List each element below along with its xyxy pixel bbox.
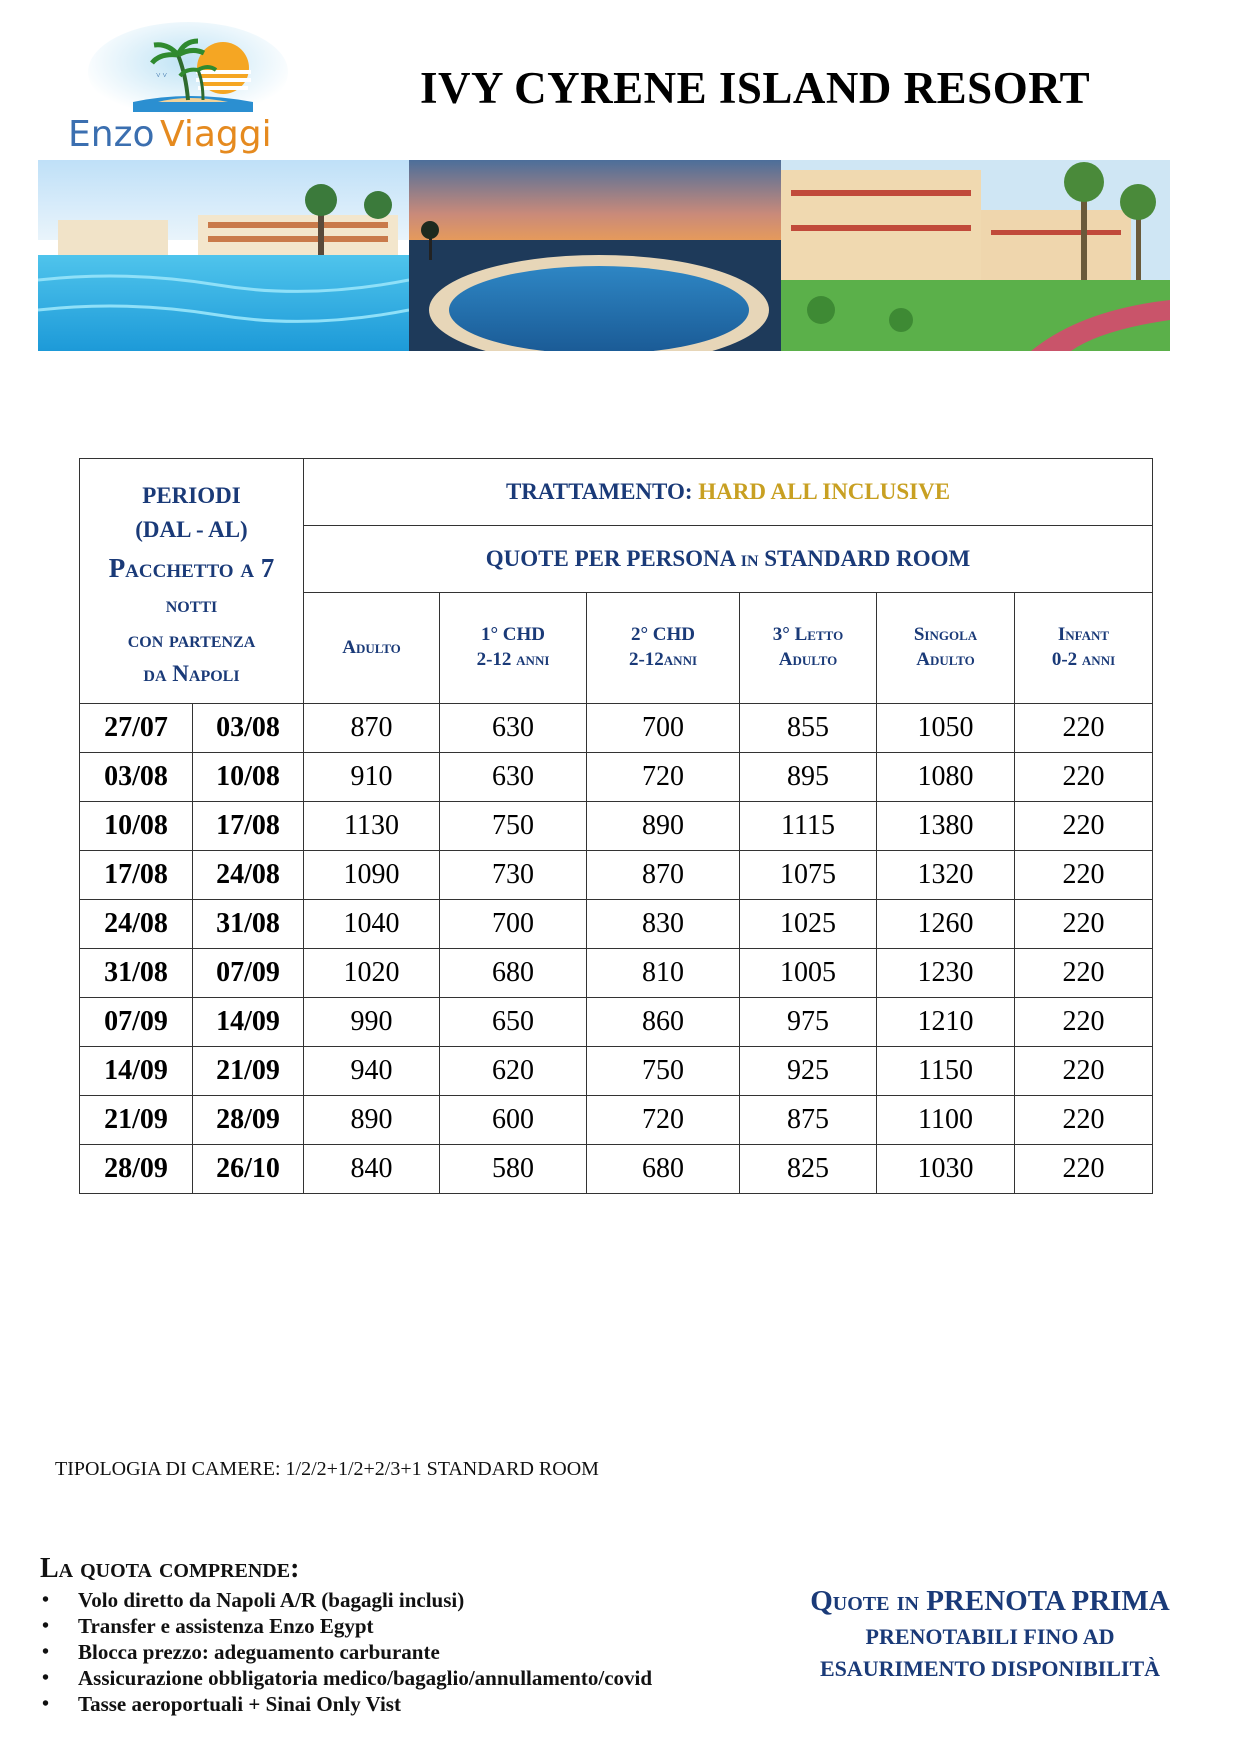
table-row xyxy=(80,949,1153,998)
price-cell: 1080 xyxy=(877,753,1015,802)
included-item: • Tasse aeroportuali + Sinai Only Vist xyxy=(78,1691,652,1717)
price-cell: 220 xyxy=(1015,998,1153,1047)
room-types-note: TIPOLOGIA DI CAMERE: 1/2/2+1/2+2/3+1 STANDARD ROOM xyxy=(55,1458,599,1480)
price-cell: 990 xyxy=(304,998,440,1047)
page-title: IVY CYRENE ISLAND RESORT xyxy=(420,63,1091,113)
price-cell: 810 xyxy=(587,949,740,998)
early-booking-line1: Quote in PRENOTA PRIMA xyxy=(810,1585,1170,1617)
quote-header: QUOTE PER PERSONA in STANDARD ROOM xyxy=(304,526,1153,593)
price-cell: 720 xyxy=(587,1096,740,1145)
price-cell: 220 xyxy=(1015,900,1153,949)
column-header xyxy=(587,593,740,704)
price-cell: 910 xyxy=(304,753,440,802)
period-from-cell: 03/08 xyxy=(80,753,193,802)
period-header-line3: Pacchetto a 7 xyxy=(108,552,275,583)
included-item: • Assicurazione obbligatoria medico/bagaglio/annullamento/covid xyxy=(78,1665,652,1691)
column-header-line1: 3° Letto xyxy=(772,624,844,646)
logo-graphic xyxy=(38,20,333,155)
period-to-cell: 17/08 xyxy=(193,802,304,851)
price-cell: 1020 xyxy=(304,949,440,998)
column-header-line1: 1° CHD xyxy=(480,624,546,646)
column-header-line1: Infant xyxy=(1057,624,1110,646)
table-row xyxy=(80,802,1153,851)
period-from-cell: 14/09 xyxy=(80,1047,193,1096)
price-cell: 220 xyxy=(1015,753,1153,802)
period-to-cell: 28/09 xyxy=(193,1096,304,1145)
price-cell: 870 xyxy=(304,704,440,753)
price-cell: 1090 xyxy=(304,851,440,900)
column-header-line1: Adulto xyxy=(342,636,401,658)
price-cell: 1040 xyxy=(304,900,440,949)
price-cell: 220 xyxy=(1015,949,1153,998)
price-cell: 220 xyxy=(1015,704,1153,753)
column-header xyxy=(440,593,587,704)
enzoviaggi-logo xyxy=(38,20,333,155)
logo-text-viaggi: Viaggi xyxy=(160,114,272,155)
sunset-pool-photo xyxy=(409,160,781,351)
period-to-cell: 07/09 xyxy=(193,949,304,998)
price-cell: 1150 xyxy=(877,1047,1015,1096)
price-cell: 1100 xyxy=(877,1096,1015,1145)
included-section xyxy=(40,1553,652,1717)
photo-strip xyxy=(38,160,1170,351)
price-cell: 1030 xyxy=(877,1145,1015,1194)
column-header xyxy=(877,593,1015,704)
price-cell: 890 xyxy=(304,1096,440,1145)
price-cell: 870 xyxy=(587,851,740,900)
column-header-line1: Singola xyxy=(913,624,978,646)
column-header-line2: 2-12anni xyxy=(628,649,698,670)
price-cell: 650 xyxy=(440,998,587,1047)
period-header-line2: (DAL - AL) xyxy=(135,517,248,542)
price-cell: 1075 xyxy=(740,851,877,900)
period-header-line4: notti xyxy=(165,592,218,617)
price-cell: 940 xyxy=(304,1047,440,1096)
period-header-line6: da Napoli xyxy=(143,661,240,686)
column-header xyxy=(1015,593,1153,704)
price-cell: 1025 xyxy=(740,900,877,949)
period-to-cell: 14/09 xyxy=(193,998,304,1047)
treatment-header xyxy=(304,459,1153,526)
column-header-line2: 2-12 anni xyxy=(476,649,550,670)
column-header-line2: Adulto xyxy=(778,649,838,670)
svg-text:˅ ˅: ˅ ˅ xyxy=(156,71,168,80)
period-from-cell: 31/08 xyxy=(80,949,193,998)
price-cell: 855 xyxy=(740,704,877,753)
price-cell: 1320 xyxy=(877,851,1015,900)
period-from-cell: 07/09 xyxy=(80,998,193,1047)
table-row xyxy=(80,1145,1153,1194)
table-row xyxy=(80,1047,1153,1096)
price-cell: 220 xyxy=(1015,802,1153,851)
treatment-label: TRATTAMENTO: xyxy=(505,479,693,504)
period-from-cell: 10/08 xyxy=(80,802,193,851)
price-cell: 630 xyxy=(440,704,587,753)
price-cell: 925 xyxy=(740,1047,877,1096)
column-header-line2: Adulto xyxy=(916,649,975,670)
period-to-cell: 31/08 xyxy=(193,900,304,949)
price-cell: 220 xyxy=(1015,1096,1153,1145)
price-cell: 630 xyxy=(440,753,587,802)
price-cell: 825 xyxy=(740,1145,877,1194)
price-cell: 730 xyxy=(440,851,587,900)
treatment-value: HARD ALL INCLUSIVE xyxy=(698,479,951,504)
period-from-cell: 21/09 xyxy=(80,1096,193,1145)
period-to-cell: 10/08 xyxy=(193,753,304,802)
period-from-cell: 17/08 xyxy=(80,851,193,900)
price-cell: 1050 xyxy=(877,704,1015,753)
price-cell: 860 xyxy=(587,998,740,1047)
price-cell: 1005 xyxy=(740,949,877,998)
early-booking-box xyxy=(780,1585,1200,1682)
logo-text-enzo: Enzo xyxy=(68,114,155,155)
price-cell: 680 xyxy=(440,949,587,998)
column-header xyxy=(740,593,877,704)
included-item: • Blocca prezzo: adeguamento carburante xyxy=(78,1639,652,1665)
table-row xyxy=(80,1096,1153,1145)
included-list xyxy=(40,1587,652,1717)
column-header-line1: 2° CHD xyxy=(630,624,696,646)
period-header xyxy=(80,459,304,704)
price-cell: 975 xyxy=(740,998,877,1047)
period-to-cell: 03/08 xyxy=(193,704,304,753)
price-cell: 220 xyxy=(1015,1145,1153,1194)
price-cell: 875 xyxy=(740,1096,877,1145)
early-booking-line2: PRENOTABILI FINO AD xyxy=(865,1624,1115,1649)
period-to-cell: 21/09 xyxy=(193,1047,304,1096)
price-cell: 1230 xyxy=(877,949,1015,998)
price-cell: 220 xyxy=(1015,851,1153,900)
pool-photo xyxy=(38,160,409,351)
price-cell: 895 xyxy=(740,753,877,802)
price-cell: 750 xyxy=(440,802,587,851)
period-from-cell: 24/08 xyxy=(80,900,193,949)
column-header xyxy=(304,593,440,704)
table-row xyxy=(80,704,1153,753)
period-to-cell: 26/10 xyxy=(193,1145,304,1194)
period-header-line5: con partenza xyxy=(127,626,256,652)
price-cell: 830 xyxy=(587,900,740,949)
price-cell: 620 xyxy=(440,1047,587,1096)
price-cell: 890 xyxy=(587,802,740,851)
table-row xyxy=(80,998,1153,1047)
price-cell: 1210 xyxy=(877,998,1015,1047)
price-cell: 1380 xyxy=(877,802,1015,851)
price-cell: 750 xyxy=(587,1047,740,1096)
price-cell: 600 xyxy=(440,1096,587,1145)
included-item: • Volo diretto da Napoli A/R (bagagli inclusi) xyxy=(78,1587,652,1613)
included-heading: La quota comprende: xyxy=(40,1553,300,1584)
included-item: • Transfer e assistenza Enzo Egypt xyxy=(78,1613,652,1639)
price-cell: 700 xyxy=(587,704,740,753)
column-header-line2: 0-2 anni xyxy=(1051,649,1116,670)
price-cell: 220 xyxy=(1015,1047,1153,1096)
price-cell: 700 xyxy=(440,900,587,949)
price-cell: 840 xyxy=(304,1145,440,1194)
table-row xyxy=(80,851,1153,900)
period-to-cell: 24/08 xyxy=(193,851,304,900)
period-from-cell: 27/07 xyxy=(80,704,193,753)
price-cell: 680 xyxy=(587,1145,740,1194)
table-row xyxy=(80,753,1153,802)
early-booking-line3: ESAURIMENTO DISPONIBILITÀ xyxy=(819,1656,1161,1681)
resort-buildings-photo xyxy=(781,160,1170,351)
rates-table xyxy=(79,458,1153,1194)
price-cell: 1115 xyxy=(740,802,877,851)
table-row xyxy=(80,900,1153,949)
price-cell: 1130 xyxy=(304,802,440,851)
price-cell: 580 xyxy=(440,1145,587,1194)
period-header-line1: PERIODI xyxy=(142,482,241,508)
price-cell: 720 xyxy=(587,753,740,802)
price-cell: 1260 xyxy=(877,900,1015,949)
period-from-cell: 28/09 xyxy=(80,1145,193,1194)
